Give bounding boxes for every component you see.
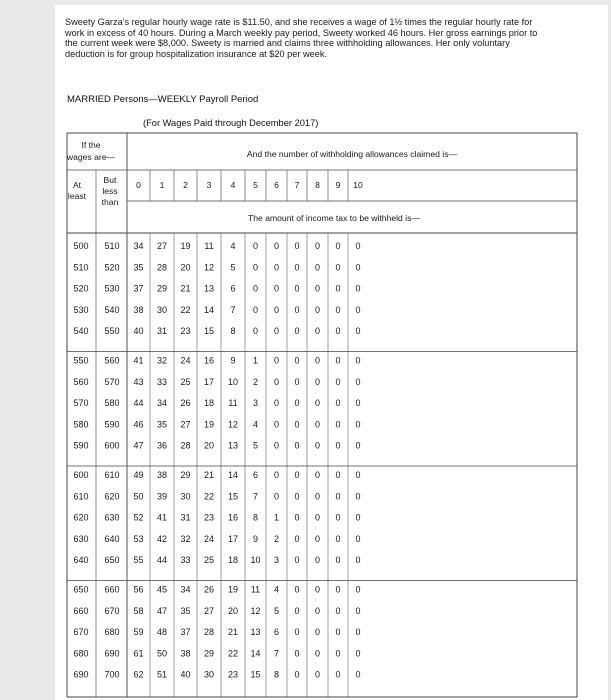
wage-but-less: 620 [104, 491, 120, 502]
tax-amount: 0 [273, 355, 280, 366]
tax-amount: 0 [314, 241, 321, 251]
wage-at-least: 660 [73, 605, 89, 616]
tax-amount: 13 [203, 283, 215, 294]
tax-amount: 19 [180, 241, 191, 251]
tax-amount: 0 [335, 241, 341, 251]
allowance-number: 0 [136, 180, 141, 190]
tax-amount: 28 [156, 262, 168, 273]
tax-amount: 6 [230, 283, 236, 294]
wage-at-least: 680 [73, 648, 89, 659]
tax-amount: 26 [203, 584, 215, 595]
tax-amount: 17 [227, 533, 239, 544]
tax-amount: 35 [156, 419, 168, 430]
tax-amount: 26 [180, 398, 191, 409]
tax-amount: 30 [203, 669, 215, 680]
tax-amount: 25 [180, 376, 191, 387]
tax-amount: 0 [294, 262, 300, 273]
tax-amount: 27 [180, 419, 191, 430]
tax-amount: 0 [335, 440, 341, 451]
tax-amount: 0 [355, 440, 361, 451]
tax-amount: 14 [227, 470, 239, 480]
tax-amount: 50 [133, 491, 144, 502]
tax-amount: 0 [355, 584, 361, 595]
tax-amount: 8 [252, 512, 259, 523]
tax-amount: 0 [294, 283, 300, 294]
tax-amount: 3 [252, 398, 259, 409]
wage-at-least: 540 [73, 326, 89, 337]
tax-amount: 0 [314, 262, 321, 273]
tax-amount: 48 [156, 627, 168, 638]
tax-amount: 18 [203, 398, 215, 409]
tax-amount: 34 [180, 584, 191, 595]
tax-amount: 33 [180, 555, 191, 566]
tax-amount: 29 [156, 283, 168, 294]
tax-amount: 11 [228, 398, 238, 409]
wage-at-least: 650 [73, 584, 89, 595]
tax-amount: 47 [133, 440, 144, 451]
tax-amount: 0 [335, 262, 341, 273]
tax-amount: 12 [250, 605, 261, 616]
wage-but-less: 690 [104, 648, 120, 659]
tax-amount: 0 [252, 304, 259, 315]
at-least-label: least [67, 191, 87, 201]
tax-amount: 0 [335, 283, 341, 294]
tax-amount: 15 [227, 491, 239, 502]
tax-amount: 5 [230, 262, 236, 273]
tax-amount: 0 [314, 512, 321, 523]
wages-header: wages are— [66, 152, 116, 162]
tax-amount: 0 [252, 283, 259, 294]
tax-amount: 28 [180, 440, 191, 451]
tax-amount: 38 [156, 470, 168, 480]
wage-at-least: 690 [73, 669, 89, 680]
allowance-number: 2 [183, 180, 188, 190]
allowance-number: 3 [206, 180, 212, 190]
tax-amount: 22 [203, 491, 215, 502]
allowance-number: 6 [274, 180, 279, 190]
tax-amount: 31 [180, 512, 191, 523]
tax-amount: 0 [355, 512, 361, 523]
wage-at-least: 530 [73, 304, 89, 315]
tax-amount: 0 [294, 304, 300, 315]
tax-amount: 0 [294, 355, 300, 366]
tax-amount: 0 [355, 398, 361, 409]
tax-amount: 0 [314, 283, 321, 294]
allowances-header: And the number of withholding allowances claimed is— [246, 149, 458, 159]
tax-amount: 51 [156, 669, 168, 680]
tax-amount: 28 [203, 627, 215, 638]
tax-amount: 10 [227, 376, 239, 387]
tax-amount: 0 [314, 555, 321, 566]
allowance-number: 5 [253, 180, 258, 190]
tax-amount: 0 [335, 491, 341, 502]
problem-line: deduction is for group hospitalization insurance at $20 per week. [65, 48, 328, 59]
tax-caption: The amount of income tax to be withheld is— [248, 213, 420, 223]
tax-amount: 0 [294, 376, 300, 387]
tax-amount: 13 [227, 440, 239, 451]
problem-line: Sweety Garza's regular hourly wage rate is $11.50, and she receives a wage of 1½ times the regular hourly rate for [65, 17, 533, 27]
tax-amount: 0 [335, 584, 341, 595]
but-less-label: But [103, 175, 117, 185]
wage-at-least: 560 [73, 376, 89, 387]
tax-amount: 0 [314, 304, 321, 315]
allowance-number: 10 [353, 180, 363, 190]
tax-amount: 0 [355, 283, 361, 294]
tax-amount: 0 [294, 470, 300, 480]
tax-amount: 61 [133, 648, 144, 659]
tax-amount: 38 [133, 304, 144, 315]
tax-amount: 0 [294, 533, 300, 544]
tax-amount: 0 [294, 512, 300, 523]
tax-amount: 3 [273, 555, 280, 566]
but-less-label: than [101, 197, 119, 207]
tax-amount: 43 [133, 376, 144, 387]
allowance-number: 7 [294, 180, 300, 190]
tax-amount: 40 [180, 669, 191, 680]
wage-but-less: 670 [104, 605, 120, 616]
tax-amount: 41 [156, 512, 168, 523]
at-least-label: At [72, 180, 82, 190]
wage-but-less: 630 [104, 512, 120, 523]
tax-amount: 0 [273, 241, 280, 251]
tax-amount: 2 [273, 533, 280, 544]
tax-amount: 0 [314, 627, 321, 638]
wage-at-least: 550 [73, 355, 89, 366]
tax-amount: 15 [203, 326, 215, 337]
tax-amount: 0 [335, 627, 341, 638]
wage-at-least: 590 [73, 440, 89, 451]
but-less-label: less [102, 186, 118, 196]
wage-but-less: 570 [104, 376, 120, 387]
tax-amount: 22 [227, 648, 239, 659]
wage-at-least: 620 [73, 512, 89, 523]
wage-at-least: 570 [73, 398, 89, 409]
tax-amount: 13 [250, 627, 261, 638]
wage-but-less: 560 [104, 355, 120, 366]
tax-amount: 35 [180, 605, 191, 616]
tax-amount: 5 [273, 605, 280, 616]
allowance-number: 8 [315, 180, 320, 190]
tax-amount: 12 [227, 419, 239, 430]
wage-but-less: 580 [104, 398, 120, 409]
tax-amount: 7 [273, 648, 280, 659]
tax-amount: 18 [227, 555, 239, 566]
wage-at-least: 510 [73, 262, 89, 273]
tax-amount: 0 [252, 241, 259, 251]
wage-at-least: 500 [73, 241, 89, 251]
tax-amount: 0 [355, 241, 361, 251]
tax-amount: 0 [314, 533, 321, 544]
tax-amount: 0 [355, 355, 361, 366]
tax-amount: 0 [294, 419, 300, 430]
tax-amount: 0 [355, 262, 361, 273]
tax-amount: 21 [203, 470, 215, 480]
tax-amount: 40 [133, 326, 144, 337]
tax-amount: 23 [227, 669, 239, 680]
tax-amount: 32 [156, 355, 168, 366]
tax-amount: 33 [156, 376, 168, 387]
tax-amount: 10 [250, 555, 261, 566]
tax-amount: 0 [335, 355, 341, 366]
tax-amount: 0 [314, 648, 321, 659]
wage-at-least: 520 [73, 283, 89, 294]
tax-amount: 1 [252, 355, 259, 366]
tax-amount: 9 [252, 533, 259, 544]
document-page [55, 5, 608, 700]
tax-amount: 20 [180, 262, 191, 273]
wage-at-least: 600 [73, 470, 89, 480]
tax-amount: 21 [180, 283, 191, 294]
tax-amount: 56 [133, 584, 144, 595]
table-title: MARRIED Persons—WEEKLY Payroll Period [67, 94, 259, 105]
allowance-number: 9 [335, 180, 341, 190]
wage-but-less: 660 [104, 584, 120, 595]
wage-but-less: 590 [104, 419, 120, 430]
tax-amount: 0 [335, 512, 341, 523]
tax-amount: 1 [273, 512, 280, 523]
tax-amount: 4 [252, 419, 259, 430]
tax-amount: 0 [335, 326, 341, 337]
tax-amount: 55 [133, 555, 144, 566]
tax-amount: 0 [273, 283, 280, 294]
tax-amount: 0 [314, 419, 321, 430]
tax-amount: 59 [133, 627, 144, 638]
tax-amount: 0 [335, 470, 341, 480]
tax-amount: 27 [203, 605, 215, 616]
tax-amount: 0 [273, 326, 280, 337]
tax-amount: 29 [180, 470, 191, 480]
tax-amount: 16 [203, 355, 215, 366]
tax-amount: 0 [314, 669, 321, 680]
tax-amount: 0 [273, 440, 280, 451]
tax-amount: 0 [335, 605, 341, 616]
tax-amount: 53 [133, 533, 144, 544]
tax-amount: 0 [335, 376, 341, 387]
tax-amount: 20 [227, 605, 239, 616]
wage-but-less: 650 [104, 555, 120, 566]
wage-but-less: 680 [104, 627, 120, 638]
tax-amount: 6 [273, 627, 280, 638]
wage-but-less: 540 [104, 304, 120, 315]
tax-amount: 11 [250, 584, 261, 595]
wages-header: If the [81, 140, 101, 150]
tax-amount: 35 [133, 262, 144, 273]
tax-amount: 0 [355, 555, 361, 566]
tax-amount: 42 [156, 533, 168, 544]
tax-amount: 0 [355, 627, 361, 638]
tax-amount: 6 [252, 470, 259, 480]
tax-amount: 0 [294, 241, 300, 251]
tax-amount: 0 [355, 304, 361, 315]
tax-amount: 0 [294, 584, 300, 595]
tax-amount: 8 [273, 669, 280, 680]
tax-amount: 0 [335, 304, 341, 315]
tax-amount: 34 [156, 398, 168, 409]
tax-amount: 49 [133, 470, 144, 480]
tax-amount: 9 [230, 355, 236, 366]
tax-amount: 31 [156, 326, 168, 337]
wage-but-less: 520 [104, 262, 120, 273]
tax-amount: 0 [294, 555, 300, 566]
problem-line: the current week were $8,000. Sweety is married and claims three withholding allowances. Her only voluntary [65, 38, 510, 49]
tax-amount: 0 [335, 648, 341, 659]
tax-amount: 0 [273, 491, 280, 502]
tax-amount: 0 [273, 304, 280, 315]
tax-amount: 0 [314, 491, 321, 502]
tax-amount: 0 [355, 419, 361, 430]
tax-amount: 22 [180, 304, 191, 315]
tax-amount: 0 [355, 491, 361, 502]
tax-amount: 0 [294, 669, 300, 680]
tax-amount: 0 [294, 398, 300, 409]
tax-amount: 0 [294, 605, 300, 616]
tax-amount: 0 [335, 398, 341, 409]
tax-amount: 0 [335, 669, 341, 680]
wage-at-least: 610 [73, 491, 89, 502]
tax-amount: 0 [273, 262, 280, 273]
tax-amount: 0 [294, 648, 300, 659]
tax-amount: 0 [314, 470, 321, 480]
tax-amount: 23 [180, 326, 191, 337]
tax-amount: 0 [314, 376, 321, 387]
withholding-table [55, 5, 608, 700]
tax-amount: 44 [133, 398, 144, 409]
problem-line: work in excess of 40 hours. During a March weekly pay period, Sweety worked 46 hours. Her gross earnings prior to [65, 27, 538, 38]
tax-amount: 12 [203, 262, 215, 273]
tax-amount: 0 [335, 419, 341, 430]
tax-amount: 16 [227, 512, 239, 523]
tax-amount: 0 [314, 605, 321, 616]
tax-amount: 0 [273, 376, 280, 387]
tax-amount: 27 [156, 241, 168, 251]
wage-but-less: 550 [104, 326, 120, 337]
tax-amount: 14 [203, 304, 215, 315]
tax-amount: 0 [252, 262, 259, 273]
tax-amount: 38 [180, 648, 191, 659]
tax-amount: 45 [156, 584, 168, 595]
tax-amount: 0 [355, 533, 361, 544]
wage-but-less: 610 [104, 470, 120, 480]
tax-amount: 62 [133, 669, 144, 680]
tax-amount: 0 [273, 419, 280, 430]
tax-amount: 25 [203, 555, 215, 566]
tax-amount: 37 [133, 283, 144, 294]
tax-amount: 0 [314, 355, 321, 366]
tax-amount: 0 [314, 398, 321, 409]
tax-amount: 14 [250, 648, 261, 659]
tax-amount: 52 [133, 512, 144, 523]
wage-but-less: 600 [104, 440, 120, 451]
tax-amount: 0 [314, 440, 321, 451]
tax-amount: 44 [156, 555, 168, 566]
tax-amount: 0 [273, 470, 280, 480]
tax-amount: 0 [355, 470, 361, 480]
tax-amount: 11 [204, 241, 214, 251]
wage-at-least: 580 [73, 419, 89, 430]
tax-amount: 32 [180, 533, 191, 544]
allowance-number: 1 [159, 180, 165, 190]
tax-amount: 0 [314, 584, 321, 595]
tax-amount: 0 [314, 326, 321, 337]
tax-amount: 15 [250, 669, 261, 680]
tax-amount: 0 [335, 533, 341, 544]
tax-amount: 8 [230, 326, 236, 337]
tax-amount: 0 [355, 669, 361, 680]
tax-amount: 4 [273, 584, 280, 595]
tax-amount: 0 [294, 326, 300, 337]
tax-amount: 29 [203, 648, 215, 659]
tax-amount: 0 [335, 555, 341, 566]
tax-amount: 0 [355, 376, 361, 387]
tax-amount: 0 [355, 648, 361, 659]
tax-amount: 5 [252, 440, 259, 451]
tax-amount: 7 [230, 304, 236, 315]
tax-amount: 0 [294, 627, 300, 638]
tax-amount: 36 [156, 440, 168, 451]
tax-amount: 34 [133, 241, 144, 251]
wage-at-least: 670 [73, 627, 89, 638]
wage-but-less: 530 [104, 283, 120, 294]
allowance-number: 4 [230, 180, 236, 190]
tax-amount: 47 [156, 605, 168, 616]
tax-amount: 23 [203, 512, 215, 523]
tax-amount: 20 [203, 440, 215, 451]
tax-amount: 39 [156, 491, 168, 502]
table-subtitle: (For Wages Paid through December 2017) [143, 118, 319, 128]
tax-amount: 30 [180, 491, 191, 502]
tax-amount: 30 [156, 304, 168, 315]
tax-amount: 24 [180, 355, 191, 366]
wage-at-least: 630 [73, 533, 89, 544]
tax-amount: 0 [252, 326, 259, 337]
tax-amount: 37 [180, 627, 191, 638]
wage-but-less: 640 [104, 533, 120, 544]
tax-amount: 24 [203, 533, 215, 544]
tax-amount: 7 [252, 491, 259, 502]
tax-amount: 4 [230, 241, 236, 251]
tax-amount: 46 [133, 419, 144, 430]
tax-amount: 50 [156, 648, 168, 659]
tax-amount: 19 [227, 584, 239, 595]
tax-amount: 0 [273, 398, 280, 409]
tax-amount: 19 [203, 419, 215, 430]
wage-at-least: 640 [73, 555, 89, 566]
tax-amount: 21 [227, 627, 239, 638]
tax-amount: 0 [294, 440, 300, 451]
wage-but-less: 700 [104, 669, 120, 680]
tax-amount: 2 [252, 376, 259, 387]
tax-amount: 0 [355, 605, 361, 616]
tax-amount: 58 [133, 605, 144, 616]
tax-amount: 41 [133, 355, 144, 366]
tax-amount: 0 [355, 326, 361, 337]
tax-amount: 0 [294, 491, 300, 502]
wage-but-less: 510 [104, 241, 120, 251]
tax-amount: 17 [203, 376, 215, 387]
